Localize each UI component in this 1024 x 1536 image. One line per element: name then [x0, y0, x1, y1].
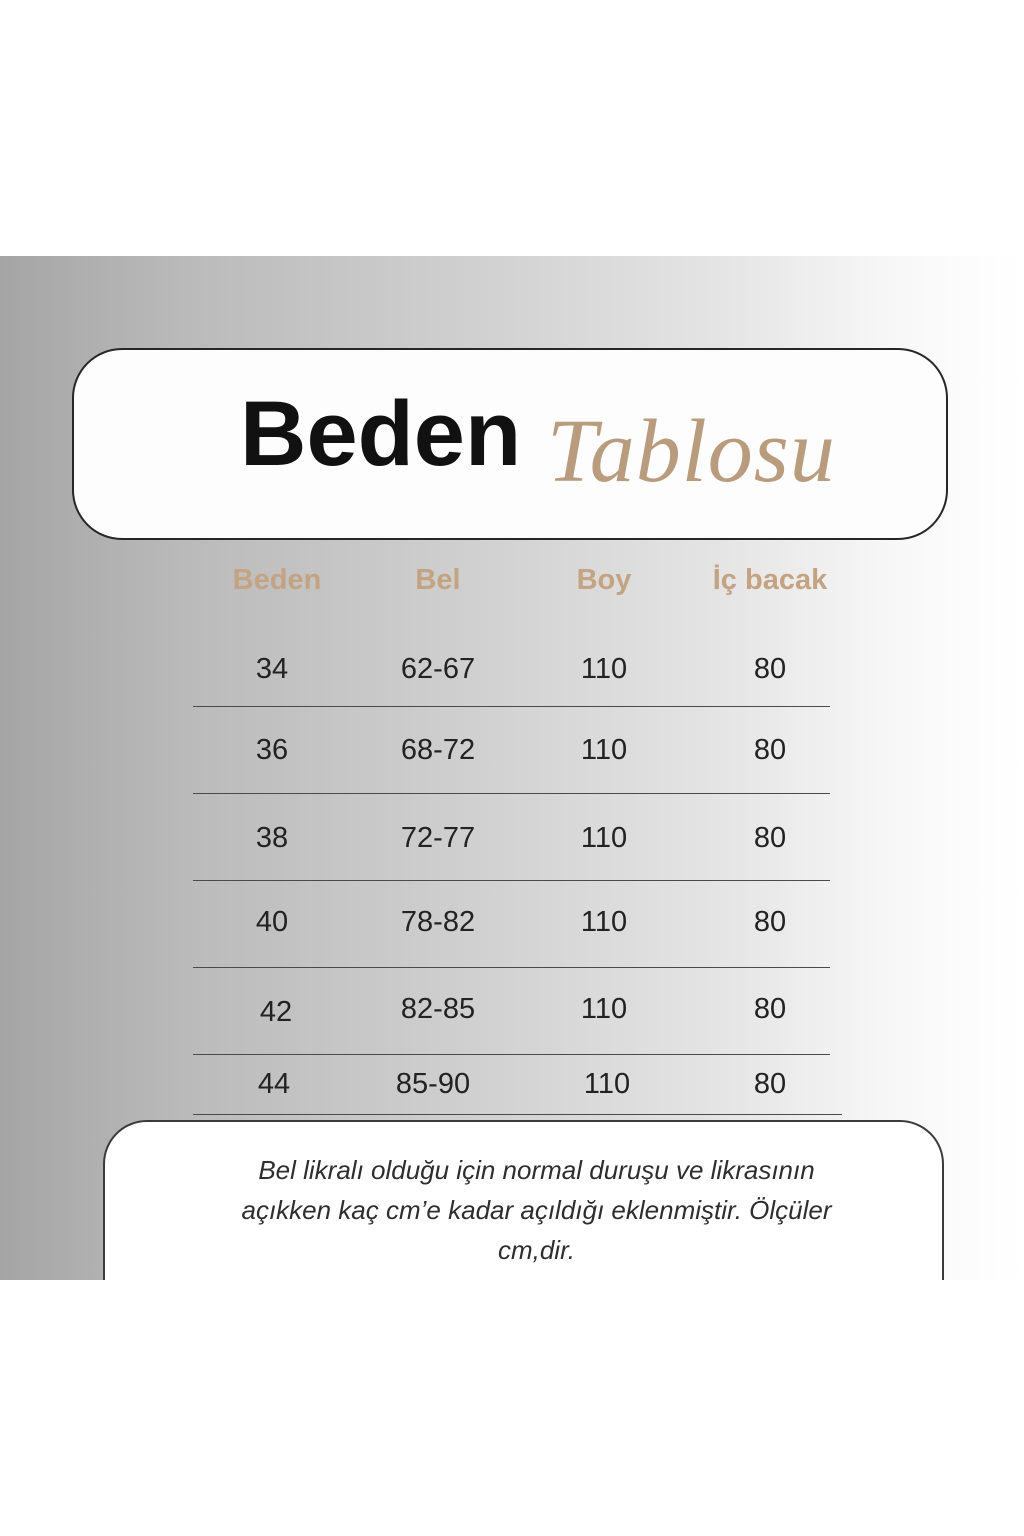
table-cell-bel: 62-67	[400, 653, 476, 685]
table-cell-beden: 36	[255, 734, 289, 766]
table-cell-ic-bacak: 80	[753, 906, 787, 938]
note-box	[103, 1120, 944, 1280]
table-cell-boy: 110	[580, 906, 628, 938]
note-line: açıkken kaç cm’e kadar açıldığı eklenmiştir. Ölçüler	[241, 1195, 832, 1225]
row-divider	[193, 880, 830, 881]
note-line: cm,dir.	[497, 1235, 576, 1265]
header-beden: Beden	[232, 564, 322, 596]
table-cell-ic-bacak: 80	[753, 822, 787, 854]
table-cell-beden: 34	[255, 653, 289, 685]
note-line: Bel likralı olduğu için normal duruşu ve likrasının	[258, 1155, 815, 1185]
row-divider	[193, 793, 830, 794]
table-cell-ic-bacak: 80	[753, 993, 787, 1025]
table-cell-bel: 68-72	[400, 734, 476, 766]
title-bold-text: Beden	[240, 383, 522, 485]
title-box	[72, 348, 948, 540]
size-chart-panel	[0, 256, 1024, 1280]
header-boy: Boy	[576, 564, 632, 596]
row-divider	[193, 1054, 830, 1055]
table-cell-ic-bacak: 80	[753, 1068, 787, 1100]
table-cell-boy: 110	[580, 822, 628, 854]
header-ic-bacak: İç bacak	[712, 564, 828, 596]
table-cell-beden: 44	[257, 1068, 291, 1100]
row-divider	[193, 967, 830, 968]
title-script-text: Tablosu	[547, 402, 836, 501]
table-cell-ic-bacak: 80	[753, 653, 787, 685]
table-cell-bel: 85-90	[395, 1068, 471, 1100]
table-cell-bel: 78-82	[400, 906, 476, 938]
table-cell-boy: 110	[583, 1068, 631, 1100]
table-cell-beden: 38	[255, 822, 289, 854]
table-cell-ic-bacak: 80	[753, 734, 787, 766]
row-divider	[193, 1114, 842, 1115]
table-cell-bel: 72-77	[400, 822, 476, 854]
table-cell-beden: 40	[255, 906, 289, 938]
row-divider	[193, 706, 830, 707]
table-cell-bel: 82-85	[400, 993, 476, 1025]
table-cell-boy: 110	[580, 993, 628, 1025]
header-bel: Bel	[415, 564, 461, 596]
table-cell-boy: 110	[580, 734, 628, 766]
table-cell-beden: 42	[259, 996, 293, 1028]
table-cell-boy: 110	[580, 653, 628, 685]
